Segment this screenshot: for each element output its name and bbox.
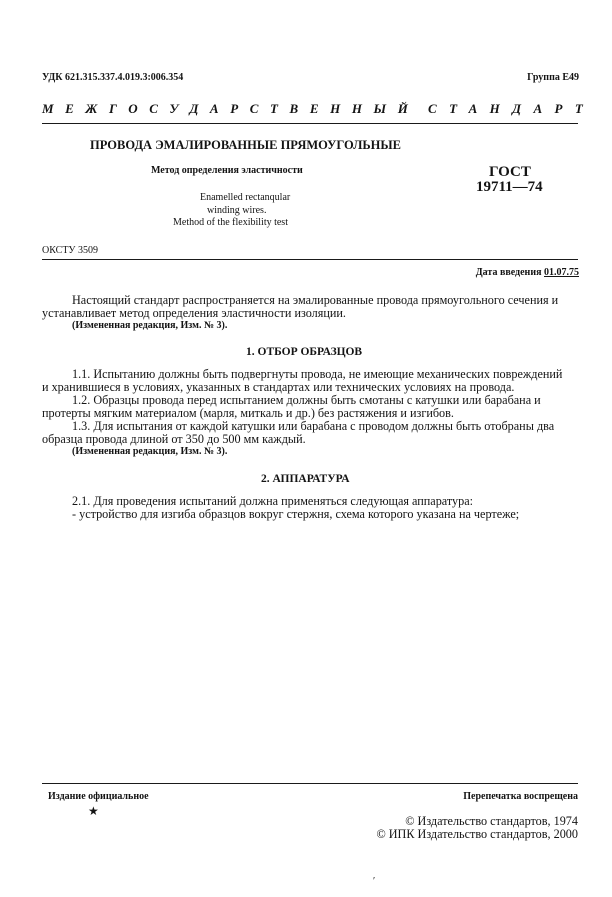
clause-2-1-line-1: 2.1. Для проведения испытаний должна применяться следующая аппаратура: — [72, 494, 474, 508]
clause-1-2-line-2: протерты мягким материалом (марля, миткаль и др.) без растяжения и изгибов. — [42, 406, 454, 420]
clause-1-1-line-1: 1.1. Испытанию должны быть подвергнуты провода, не имеющие механических повреждений — [72, 367, 563, 381]
section-2-heading: 2. АППАРАТУРА — [261, 473, 350, 485]
introduction-date — [476, 267, 579, 278]
section-1-amendment: (Измененная редакция, Изм. № 3). — [72, 446, 228, 457]
introduction-date-label: Дата введения — [475, 267, 544, 278]
copyright-1974: © Издательство стандартов, 1974 — [405, 814, 578, 828]
clause-2-1-line-2: - устройство для изгиба образцов вокруг стержня, схема которого указана на чертеже; — [72, 507, 520, 521]
interstate-label: МЕЖГОСУДАРСТВЕННЫЙ — [42, 101, 420, 116]
udk-code: УДК 621.315.337.4.019.3:006.354 — [42, 72, 184, 83]
okstu-code: ОКСТУ 3509 — [42, 245, 99, 256]
section-1-heading: 1. ОТБОР ОБРАЗЦОВ — [246, 346, 363, 358]
page-mark: ′ — [373, 876, 376, 887]
method-subtitle: Метод определения эластичности — [151, 165, 303, 176]
okstu-rule — [42, 259, 578, 260]
gost-number: 19711—74 — [476, 179, 543, 195]
introduction-date-value: 01.07.75 — [544, 267, 579, 278]
footer-rule — [42, 783, 578, 784]
standard-label: СТАНДАРТ — [428, 101, 596, 116]
page-title: ПРОВОДА ЭМАЛИРОВАННЫЕ ПРЯМОУГОЛЬНЫЕ — [90, 138, 401, 152]
copyright-2000: © ИПК Издательство стандартов, 2000 — [376, 827, 578, 841]
intro-line-2: устанавливает метод определения эластичности изоляции. — [42, 306, 346, 320]
top-rule — [42, 123, 578, 124]
english-title-line3: Method of the flexibility test — [173, 217, 288, 228]
clause-1-3-line-1: 1.3. Для испытания от каждой катушки или барабана с проводом должны быть отобраны два — [72, 419, 555, 433]
english-title-line2: winding wires. — [207, 205, 267, 216]
clause-1-2-line-1: 1.2. Образцы провода перед испытанием должны быть смотаны с катушки или барабана и — [72, 393, 541, 407]
clause-1-1-line-2: и хранившиеся в условиях, указанных в стандартах или технических условиях на провода. — [42, 380, 515, 394]
group-code: Группа Е49 — [527, 72, 579, 83]
star-mark: ★ — [88, 804, 99, 818]
reprint-notice: Перепечатка воспрещена — [463, 791, 578, 802]
gost-label: ГОСТ — [489, 164, 531, 180]
english-title-line1: Enamelled rectanqular — [200, 192, 291, 203]
intro-line-1: Настоящий стандарт распространяется на эмалированные провода прямоугольного сечения и — [72, 293, 559, 307]
official-edition: Издание официальное — [48, 791, 149, 802]
clause-1-3-line-2: образца провода длиной от 350 до 500 мм каждый. — [42, 432, 306, 446]
intro-amendment: (Измененная редакция, Изм. № 3). — [72, 320, 228, 331]
